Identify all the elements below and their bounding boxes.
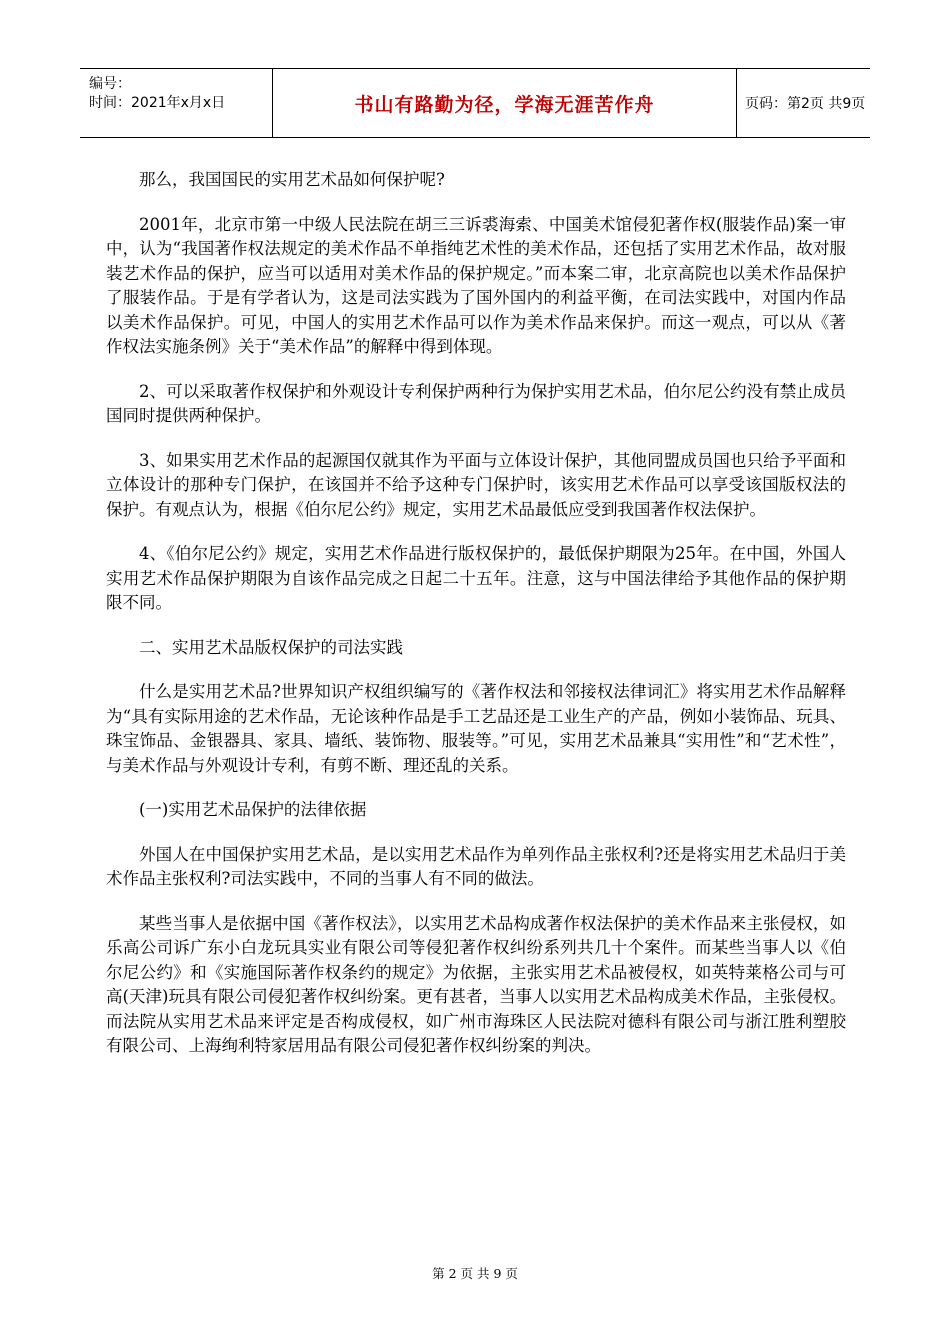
paragraph: 那么，我国国民的实用艺术品如何保护呢? bbox=[139, 170, 445, 189]
paragraph: 2、可以采取著作权保护和外观设计专利保护两种行为保护实用艺术品，伯尔尼公约没有禁止成员国同时提供两种保护。 bbox=[106, 381, 846, 425]
section-heading: 二、实用艺术品版权保护的司法实践 bbox=[139, 637, 403, 657]
paragraph: 4、《伯尔尼公约》规定，实用艺术作品进行版权保护的，最低保护期限为25年。在中国，外国人实用艺术作品保护期限为自该作品完成之日起二十五年。注意，这与中国法律给予其他作品的保护期限不同。 bbox=[106, 544, 846, 612]
header-motto bbox=[273, 69, 736, 137]
paragraph: 某些当事人是依据中国《著作权法》，以实用艺术品构成著作权法保护的美术作品来主张侵权，如乐高公司诉广东小白龙玩具实业有限公司等侵犯著作权纠纷系列共几十个案件。而某些当事人以《伯尔尼公约》和《实施国际著作权条约的规定》为依据，主张实用艺术品被侵权，如英特莱格公司与可高(天津)玩具有限公司侵犯著作权纠纷案。更有甚者，当事人以实用艺术品构成美术作品，主张侵权。而法院从实用艺术品来评定是否构成侵权，如广州市海珠区人民法院对德科有限公司与浙江胜利塑胶有限公司、上海绚利特家居用品有限公司侵犯著作权纠纷案的判决。 bbox=[106, 913, 846, 1055]
paragraph: 外国人在中国保护实用艺术品，是以实用艺术品作为单列作品主张权利?还是将实用艺术品归于美术作品主张权利?司法实践中，不同的当事人有不同的做法。 bbox=[106, 844, 846, 888]
subsection-heading: (一)实用艺术品保护的法律依据 bbox=[139, 800, 367, 819]
page-header bbox=[80, 68, 870, 138]
header-meta bbox=[80, 69, 272, 137]
document-body bbox=[106, 168, 846, 1079]
motto-text: 书山有路勤为径，学海无涯苦作舟 bbox=[354, 93, 655, 116]
number-label: 编号： bbox=[89, 76, 131, 92]
paragraph: 什么是实用艺术品?世界知识产权组织编写的《著作权法和邻接权法律词汇》将实用艺术作品解释为“具有实际用途的艺术作品，无论该种作品是手工艺品还是工业生产的产品，例如小装饰品、玩具、珠宝饰品、金银器具、家具、墙纸、装饰物、服装等。”可见，实用艺术品兼具“实用性”和“艺术性”，与美术作品与外观设计专利，有剪不断、理还乱的关系。 bbox=[106, 682, 846, 775]
date-label: 时间：2021年x月x日 bbox=[89, 95, 226, 111]
paragraph: 2001年，北京市第一中级人民法院在胡三三诉裘海索、中国美术馆侵犯著作权(服装作品)案一审中，认为“我国著作权法规定的美术作品不单指纯艺术性的美术作品，还包括了实用艺术作品，故对服装艺术作品的保护，应当可以适用对美术作品的保护规定。”而本案二审，北京高院也以美术作品保护了服装作品。于是有学者认为，这是司法实践为了国外国内的利益平衡，在司法实践中，对国内作品以美术作品保护。可见，中国人的实用艺术作品可以作为美术作品来保护。而这一观点，可以从《著作权法实施条例》关于“美术作品”的解释中得到体现。 bbox=[106, 214, 846, 356]
paragraph: 3、如果实用艺术作品的起源国仅就其作为平面与立体设计保护，其他同盟成员国也只给予平面和立体设计的那种专门保护，在该国并不给予这种专门保护时，该实用艺术作品可以享受该国版权法的保护。有观点认为，根据《伯尔尼公约》规定，实用艺术品最低应受到我国著作权法保护。 bbox=[106, 450, 846, 519]
page-footer: 第 2 页 共 9 页 bbox=[432, 1266, 518, 1281]
header-page-info: 页码：第2页 共9页 bbox=[745, 96, 866, 112]
